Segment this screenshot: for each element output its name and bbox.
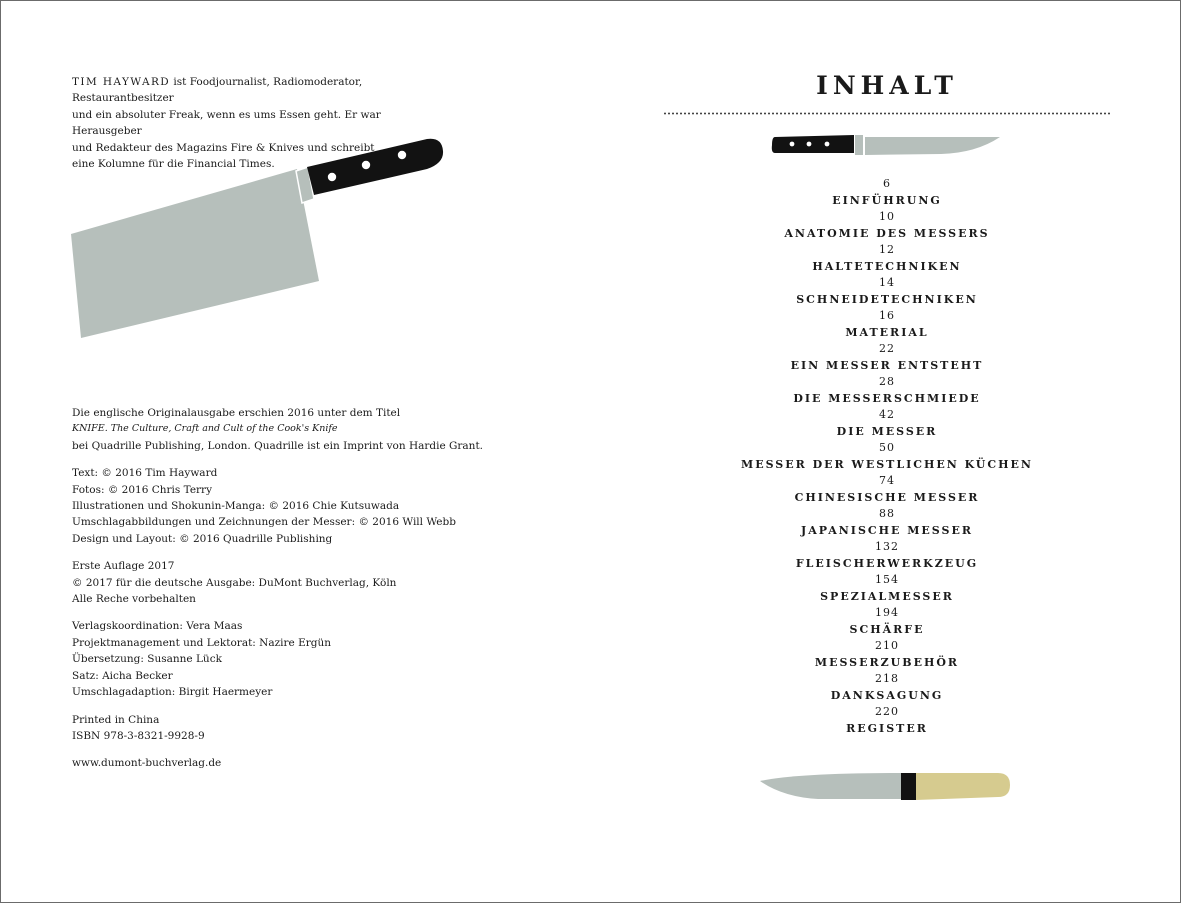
print-info: [72, 712, 492, 745]
website-block: [72, 755, 492, 771]
knife-bolster: [855, 135, 863, 155]
staff-line: Projektmanagement und Lektorat: Nazire Ergün: [72, 636, 332, 649]
paring-bolster: [901, 773, 916, 800]
toc-page-number: 194: [875, 606, 899, 619]
toc-entry[interactable]: [663, 704, 1111, 737]
knife-blade: [865, 137, 1000, 155]
author-name: TIM HAYWARD: [72, 76, 171, 88]
credit-line: Text: © 2016 Tim Hayward: [72, 467, 218, 480]
edition-line: © 2017 für die deutsche Ausgabe: DuMont Buchverlag, Köln: [72, 576, 397, 589]
toc-chapter-title: SPEZIALMESSER: [820, 589, 954, 603]
toc-page-number: 88: [879, 507, 895, 520]
toc-entry[interactable]: [663, 605, 1111, 638]
staff-list: [72, 618, 492, 700]
credit-line: Umschlagabbildungen und Zeichnungen der Messer: © 2016 Will Webb: [72, 516, 456, 529]
toc-entry[interactable]: [663, 572, 1111, 605]
toc-chapter-title: EINFÜHRUNG: [832, 193, 942, 207]
toc-chapter-title: DANKSAGUNG: [830, 688, 944, 702]
edition-line: Erste Auflage 2017: [72, 560, 175, 573]
toc-page-number: 22: [879, 342, 895, 355]
table-of-contents: [663, 176, 1111, 737]
toc-chapter-title: MESSER DER WESTLICHEN KÜCHEN: [741, 457, 1033, 471]
toc-chapter-title: SCHÄRFE: [849, 622, 925, 636]
left-page: [1, 1, 591, 902]
original-title: KNIFE. The Culture, Craft and Cult of the Cook's Knife: [72, 423, 338, 435]
toc-chapter-title: FLEISCHERWERKZEUG: [795, 556, 979, 570]
toc-entry[interactable]: [663, 671, 1111, 704]
toc-page-number: 12: [879, 243, 895, 256]
credit-line: Design und Layout: © 2016 Quadrille Publishing: [72, 532, 333, 545]
toc-page-number: 218: [875, 672, 899, 685]
bio-line: eine Kolumne für die Financial Times.: [72, 158, 275, 171]
toc-chapter-title: REGISTER: [846, 721, 928, 735]
toc-chapter-title: SCHNEIDETECHNIKEN: [796, 292, 978, 306]
credit-line: Fotos: © 2016 Chris Terry: [72, 483, 213, 496]
toc-page-number: 74: [879, 474, 895, 487]
toc-chapter-title: ANATOMIE DES MESSERS: [784, 226, 990, 240]
print-line: Printed in China: [72, 713, 160, 726]
paring-knife-illustration: [758, 769, 1014, 803]
toc-entry[interactable]: [663, 440, 1111, 473]
toc-page-number: 132: [875, 540, 899, 553]
toc-page-number: 210: [875, 639, 899, 652]
imprint-line: bei Quadrille Publishing, London. Quadrille ist ein Imprint von Hardie Grant.: [72, 439, 484, 452]
toc-chapter-title: HALTETECHNIKEN: [812, 259, 962, 273]
toc-entry[interactable]: [663, 209, 1111, 242]
original-edition-note: [72, 405, 492, 454]
toc-chapter-title: MESSERZUBEHÖR: [814, 655, 960, 669]
toc-chapter-title: DIE MESSER: [836, 424, 938, 438]
toc-chapter-title: EIN MESSER ENTSTEHT: [790, 358, 984, 372]
imprint-line: Die englische Originalausgabe erschien 2016 unter dem Titel: [72, 407, 401, 419]
toc-page-number: 50: [879, 441, 895, 454]
toc-entry[interactable]: [663, 407, 1111, 440]
toc-page-number: 16: [879, 309, 895, 322]
toc-title: INHALT: [816, 71, 958, 100]
toc-entry[interactable]: [663, 506, 1111, 539]
bio-line: und ein absoluter Freak, wenn es ums Essen geht. Er war Herausgeber: [72, 108, 381, 138]
toc-entry[interactable]: [663, 638, 1111, 671]
staff-line: Umschlagadaption: Birgit Haermeyer: [72, 686, 273, 699]
paring-handle: [916, 773, 1010, 800]
edition-info: [72, 558, 492, 607]
bio-line: ist Foodjournalist, Radiomoderator, Restaurantbesitzer: [72, 76, 363, 105]
staff-line: Satz: Aicha Becker: [72, 669, 173, 682]
toc-page-number: 154: [875, 573, 899, 586]
bio-line: und Redakteur des Magazins Fire & Knives und schreibt: [72, 141, 375, 154]
isbn: ISBN 978-3-8321-9928-9: [72, 729, 205, 742]
toc-page-number: 42: [879, 408, 895, 421]
imprint: [72, 405, 492, 783]
toc-chapter-title: CHINESISCHE MESSER: [794, 490, 980, 504]
toc-page-number: 10: [879, 210, 895, 223]
credit-line: Illustrationen und Shokunin-Manga: © 2016 Chie Kutsuwada: [72, 500, 400, 513]
credits: [72, 465, 492, 547]
cleaver-illustration: [67, 131, 447, 346]
toc-page-number: 6: [883, 177, 891, 190]
toc-page-number: 220: [875, 705, 899, 718]
toc-entry[interactable]: [663, 275, 1111, 308]
cleaver-blade: [71, 169, 319, 338]
toc-entry[interactable]: [663, 242, 1111, 275]
toc-entry[interactable]: [663, 308, 1111, 341]
toc-page-number: 14: [879, 276, 895, 289]
staff-line: Verlagskoordination: Vera Maas: [72, 620, 243, 633]
toc-entry[interactable]: [663, 341, 1111, 374]
toc-entry[interactable]: [663, 473, 1111, 506]
knife-handle: [772, 135, 854, 153]
staff-line: Übersetzung: Susanne Lück: [72, 653, 222, 666]
toc-chapter-title: DIE MESSERSCHMIEDE: [793, 391, 981, 405]
edition-line: Alle Reche vorbehalten: [72, 593, 196, 606]
toc-chapter-title: MATERIAL: [845, 325, 929, 339]
toc-page-number: 28: [879, 375, 895, 388]
toc-entry[interactable]: [663, 176, 1111, 209]
dotted-divider: [663, 112, 1111, 115]
toc-entry[interactable]: [663, 539, 1111, 572]
toc-entry[interactable]: [663, 374, 1111, 407]
toc-chapter-title: JAPANISCHE MESSER: [801, 523, 973, 537]
paring-blade: [760, 773, 901, 799]
chef-knife-illustration: [771, 131, 1003, 159]
cleaver-handle: [307, 139, 443, 195]
publisher-website-link[interactable]: www.dumont-buchverlag.de: [72, 757, 222, 770]
